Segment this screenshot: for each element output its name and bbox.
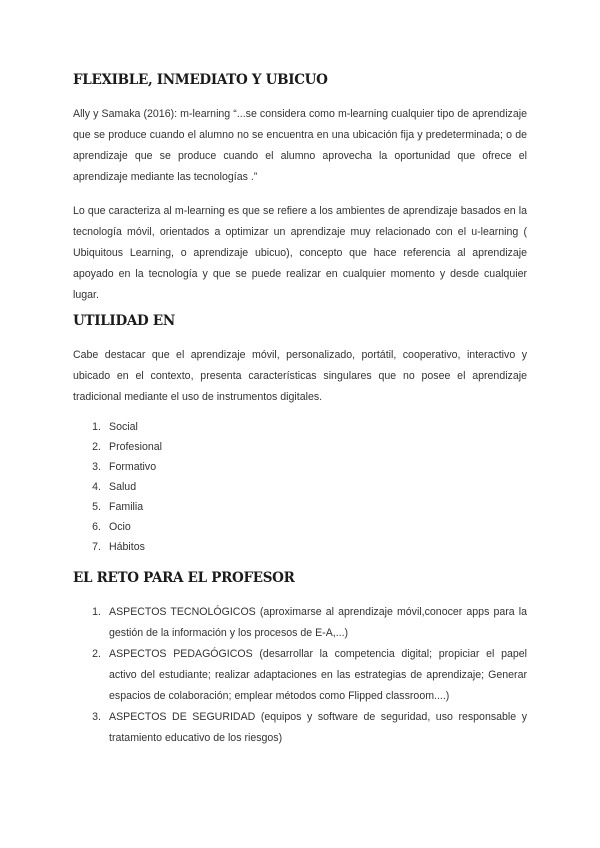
- list-number: 5.: [92, 501, 101, 513]
- list-text: ASPECTOS PEDAGÓGICOS (desarrollar la competencia digital; propiciar el papel activo del estudiante; realizar adaptaciones en las estrategias de aprendizaje; Generar espacios de colaboración; emplear métodos como Flipped classroom....): [109, 648, 527, 702]
- list-item: [73, 537, 527, 557]
- list-number: 3.: [92, 461, 101, 473]
- list-number: 2.: [92, 441, 101, 453]
- list-text: ASPECTOS DE SEGURIDAD (equipos y software de seguridad, uso responsable y tratamiento educativo de los riesgos): [109, 711, 527, 744]
- list-item: [73, 417, 527, 437]
- list-text: Profesional: [109, 441, 162, 453]
- list-item: [73, 457, 527, 477]
- list-item: [73, 477, 527, 497]
- heading-flexible: FLEXIBLE, INMEDIATO Y UBICUO: [73, 72, 328, 88]
- list-item: [73, 497, 527, 517]
- list-number: 1.: [92, 606, 101, 618]
- list-item: [73, 644, 527, 707]
- list-number: 1.: [92, 421, 101, 433]
- paragraph-quote: Ally y Samaka (2016): m-learning “...se considera como m-learning cualquier tipo de aprendizaje que se produce cuando el alumno no se encuentra en una ubicación fija y predeterminada; o de aprendizaje que se produce cuando el alumno aprovecha la oportunidad que ofrece el aprendizaje mediante las tecnologías .”: [73, 108, 527, 183]
- list-item: [73, 707, 527, 749]
- list-text: Formativo: [109, 461, 157, 473]
- list-item: [73, 437, 527, 457]
- list-text: ASPECTOS TECNOLÓGICOS (aproximarse al aprendizaje móvil,conocer apps para la gestión de la información y los procesos de E-A,...): [109, 606, 527, 639]
- list-number: 2.: [92, 648, 101, 660]
- utilidad-list: [73, 417, 527, 557]
- list-text: Ocio: [109, 521, 131, 533]
- list-number: 3.: [92, 711, 101, 723]
- paragraph-m-learning: Lo que caracteriza al m-learning es que se refiere a los ambientes de aprendizaje basados en la tecnología móvil, orientados a optimizar un aprendizaje muy relacionado con el u-learning ( Ubiquitous Learning, o aprendizaje ubicuo), concepto que hace referencia al aprendizaje apoyado en la tecnología y que se puede realizar en cualquier momento y desde cualquier lugar.: [73, 205, 527, 301]
- list-text: Familia: [109, 501, 144, 513]
- list-number: 6.: [92, 521, 101, 533]
- reto-list: [73, 602, 527, 749]
- paragraph-utilidad: Cabe destacar que el aprendizaje móvil, personalizado, portátil, cooperativo, interactivo y ubicado en el contexto, presenta características singulares que no posee el aprendizaje tradicional mediante el uso de instrumentos digitales.: [73, 349, 527, 403]
- list-number: 4.: [92, 481, 101, 493]
- list-number: 7.: [92, 541, 101, 553]
- list-text: Social: [109, 421, 138, 433]
- list-item: [73, 602, 527, 644]
- list-item: [73, 517, 527, 537]
- heading-utilidad: UTILIDAD EN: [73, 313, 175, 329]
- list-text: Salud: [109, 481, 137, 493]
- heading-reto: EL RETO PARA EL PROFESOR: [73, 570, 295, 586]
- list-text: Hábitos: [109, 541, 145, 553]
